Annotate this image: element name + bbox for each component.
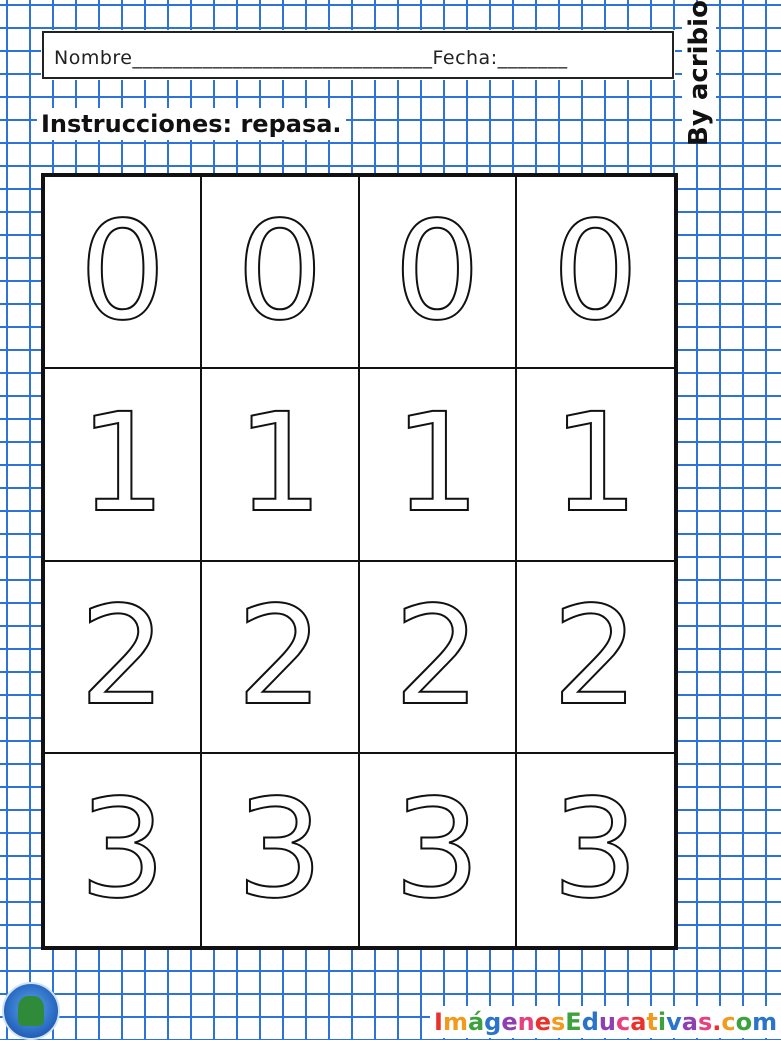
brand-letter: i <box>657 1008 667 1036</box>
brand-letter: o <box>735 1008 753 1036</box>
logo-figure <box>18 996 44 1026</box>
tracing-cell <box>202 369 359 561</box>
tracing-cell <box>517 369 674 561</box>
tracing-cell <box>202 177 359 369</box>
traceable-digit: 1 <box>236 385 324 544</box>
tracing-cell <box>517 754 674 946</box>
brand-letter: á <box>467 1008 485 1036</box>
instructions-text: Instrucciones: repasa. <box>37 108 346 140</box>
tracing-grid <box>41 173 678 950</box>
tracing-cell <box>202 562 359 754</box>
school-logo-icon <box>2 982 60 1040</box>
brand-letter: v <box>666 1008 682 1036</box>
traceable-digit: 0 <box>236 193 324 352</box>
brand-letter: s <box>698 1008 713 1036</box>
tracing-cell <box>360 369 517 561</box>
traceable-digit: 3 <box>393 770 481 929</box>
brand-watermark <box>430 1006 781 1038</box>
tracing-cell <box>202 754 359 946</box>
traceable-digit: 2 <box>79 577 166 736</box>
traceable-digit: 1 <box>552 385 639 544</box>
brand-letter: a <box>681 1008 698 1036</box>
brand-letter: m <box>442 1008 468 1036</box>
traceable-digit: 0 <box>79 193 166 352</box>
brand-letter: c <box>721 1008 736 1036</box>
traceable-digit: 2 <box>236 577 324 736</box>
traceable-digit: 1 <box>393 385 481 544</box>
tracing-cell <box>45 369 202 561</box>
brand-letter: m <box>752 1008 778 1036</box>
name-date-line: Nombre______________________________Fecha:_______ <box>54 47 568 69</box>
tracing-cell <box>45 562 202 754</box>
byline-text: By acribio <box>684 0 714 146</box>
traceable-digit: 0 <box>552 193 639 352</box>
traceable-digit: 0 <box>393 193 481 352</box>
brand-letter: c <box>615 1008 631 1036</box>
brand-letter: t <box>646 1008 658 1036</box>
brand-letter: e <box>501 1008 518 1036</box>
brand-letter: E <box>565 1008 582 1036</box>
traceable-digit: 1 <box>79 385 166 544</box>
tracing-cell <box>45 177 202 369</box>
name-date-box <box>42 31 674 79</box>
brand-letter: d <box>581 1008 599 1036</box>
brand-letter: a <box>630 1008 647 1036</box>
traceable-digit: 3 <box>79 770 166 929</box>
traceable-digit: 2 <box>393 577 481 736</box>
traceable-digit: 2 <box>552 577 639 736</box>
traceable-digit: 3 <box>236 770 324 929</box>
brand-letter: s <box>551 1008 566 1036</box>
brand-letter: . <box>712 1008 722 1036</box>
tracing-cell <box>360 177 517 369</box>
tracing-cell <box>517 562 674 754</box>
brand-letter: g <box>484 1008 502 1036</box>
tracing-cell <box>517 177 674 369</box>
brand-letter: n <box>517 1008 535 1036</box>
brand-letter: I <box>434 1008 443 1036</box>
tracing-cell <box>360 754 517 946</box>
brand-letter: e <box>534 1008 551 1036</box>
tracing-cell <box>360 562 517 754</box>
traceable-digit: 3 <box>552 770 639 929</box>
author-byline <box>682 0 716 146</box>
brand-letter: u <box>598 1008 616 1036</box>
tracing-cell <box>45 754 202 946</box>
